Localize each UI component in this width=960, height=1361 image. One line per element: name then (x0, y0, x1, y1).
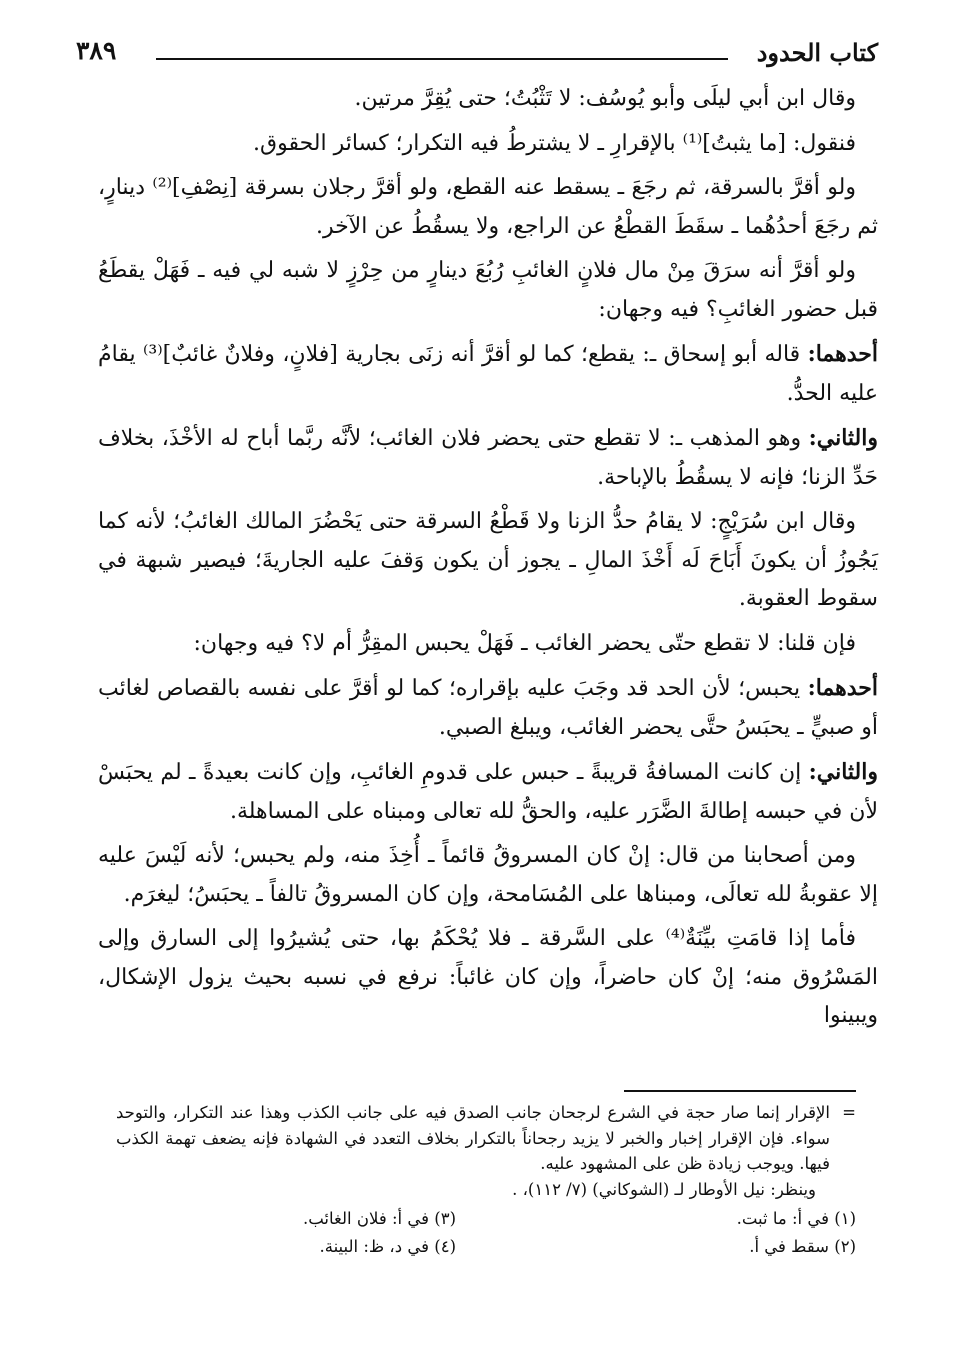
paragraph-text: فأما إذا قامَتِ بيِّنَةٌ⁽⁴⁾ على السَّرقة ـ فلا يُحْكَمُ بها، حتى يُشيرُوا إلى السارق وإلى المَسْرُوق منه؛ إنْ كان حاضراً، وإن كان غائباً: نرفع في نسبه بحيث يزول الإشكال، ويبينوا (98, 926, 878, 1028)
paragraph (98, 669, 878, 747)
paragraph-lead: أحدهما: (807, 675, 878, 701)
footnote-item: (٢) سقط في أ. (749, 1236, 856, 1256)
paragraph (98, 252, 878, 329)
paragraph-text: يحبس؛ لأن الحد قد وجَبَ عليه بإقراره؛ كما لو أقرَّ على نفسه بالقصاص لغائب أو صبيٍّ ـ يحبَسُ حتَّى يحضر الغائب، ويبلغ الصبي. (98, 676, 878, 740)
paragraph-text: فإن قلنا: لا تقطع حتّى يحضر الغائب ـ فَهَلْ يحبس المقِرُّ أم لا؟ فيه وجهان: (193, 630, 856, 656)
paragraph (98, 753, 878, 831)
footnote-continuation-text: الإقرار إنما صار حجة في الشرع لرجحان جانب الصدق فيه على جانب الكذب وهذا عند التكرار، والتوحد سواء. فإن الإقرار إخبار والخبر لا يزيد رجحاناً بالتكرار بخلاف التعدد في الشهادة فإنه يضعف تهمة الكذب فيها. ويوجب زيادة ظن على المشهود عليه. (116, 1103, 830, 1173)
footnote-item: (١) في أ: ما ثبت. (736, 1209, 856, 1228)
footnote-reference: وينظر: نيل الأوطار لـ (الشوكاني) (٧/ ١١٢)، . (512, 1179, 816, 1199)
running-title: كتاب الحدود (756, 38, 878, 67)
paragraph-lead: والثاني: (808, 759, 878, 785)
footnote-item: (٤) في د، ظ: البينة. (319, 1236, 456, 1256)
footnotes (116, 1100, 856, 1259)
paragraph-text: فنقول: [ما يثبتُ]⁽¹⁾ بالإقرارِ ـ لا يشترطُ فيه التكرار؛ كسائر الحقوق. (253, 130, 856, 156)
continuation-marker: = (842, 1103, 856, 1122)
paragraph-text: ومن أصحابنا من قال: إنْ كان المسروقُ قائماً ـ أُخِذَ منه، ولم يحبس؛ لأنه لَيْسَ عليه إلا عقوبةُ لله تعالَى، ومبناها على المُسَامحة، وإن كان المسروقُ تالفاً ـ يحبَسُ؛ ليغرَم. (98, 843, 878, 907)
paragraph (98, 920, 878, 1036)
page-number: ٣٨٩ (76, 36, 117, 65)
paragraph-text: إن كانت المسافةُ قريبةً ـ حبس على قدومِ الغائبِ، وإن كانت بعيدةً ـ لم يحبَسْ لأن في حبسه إطالةَ الضَّرَر عليه، والحقُّ لله تعالى ومبناه على المساهلة. (98, 760, 878, 824)
header-rule (156, 58, 728, 60)
paragraph (98, 80, 878, 119)
paragraph (98, 419, 878, 497)
paragraph (98, 503, 878, 619)
page-header (76, 32, 878, 76)
paragraph-lead: والثاني: (808, 425, 878, 451)
main-text (98, 80, 878, 1042)
paragraph-text: وقال ابن سُرَيْجٍ: لا يقامُ حدُّ الزنا ولا قَطْعُ السرقة حتى يَحْضُرَ المالك الغائبُ؛ لأنه كما يَجُوزُ أن يكونَ أَبَاحَ لَه أَخْذَ المالِ ـ يجوز أن يكون وَقفَ عليه الجاريةَ؛ فيصير شبهة في سقوط العقوبة. (98, 509, 878, 611)
paragraph (98, 125, 878, 164)
paragraph-text: قاله أبو إسحاق ـ: يقطع؛ كما لو أقرَّ أنه زنَى بجارية [فلانٍ، وفلانٌ غائبٌ]⁽³⁾ يقامُ عليه الحدُّ. (98, 342, 878, 406)
paragraph-text: ولو أقرَّ بالسرقة، ثم رجَعَ ـ يسقط عنه القطع، ولو أقرَّ رجلان بسرقة [نِصْفِ]⁽²⁾ دينارٍ، ثم رجَعَ أحدُهُما ـ سقَطَ القطْعُ عن الراجع، ولا يسقُطُ عن الآخر. (98, 175, 878, 239)
footnote-continuation (116, 1100, 856, 1177)
paragraph-text: وقال ابن أبي ليلَى وأبو يُوسُف: لا تَثْبُتُ؛ حتى يُقِرَّ مرتين. (354, 86, 856, 111)
footnote-item: (٣) في أ: فلان الغائب. (302, 1209, 456, 1228)
paragraph-lead: أحدهما: (807, 341, 878, 367)
footnote-list (116, 1206, 856, 1259)
paragraph (98, 335, 878, 413)
paragraph (98, 625, 878, 664)
footnote-separator (624, 1090, 856, 1092)
paragraph (98, 837, 878, 914)
paragraph-text: وهو المذهب ـ: لا تقطع حتى يحضر فلان الغائب؛ لأنَّه ربَّما أباح له الأخْذَ، بخلاف حَدِّ الزنا؛ فإنه لا يسقُطُ بالإباحة. (98, 426, 878, 490)
paragraph-text: ولو أقرَّ أنه سرَقَ مِنْ مال فلانٍ الغائبِ رُبُعَ دينارٍ من حِرْزٍ لا شبه لي فيه ـ فَهَلْ يقطَعُ قبل حضور الغائبِ؟ فيه وجهان: (98, 258, 878, 322)
paragraph (98, 169, 878, 246)
